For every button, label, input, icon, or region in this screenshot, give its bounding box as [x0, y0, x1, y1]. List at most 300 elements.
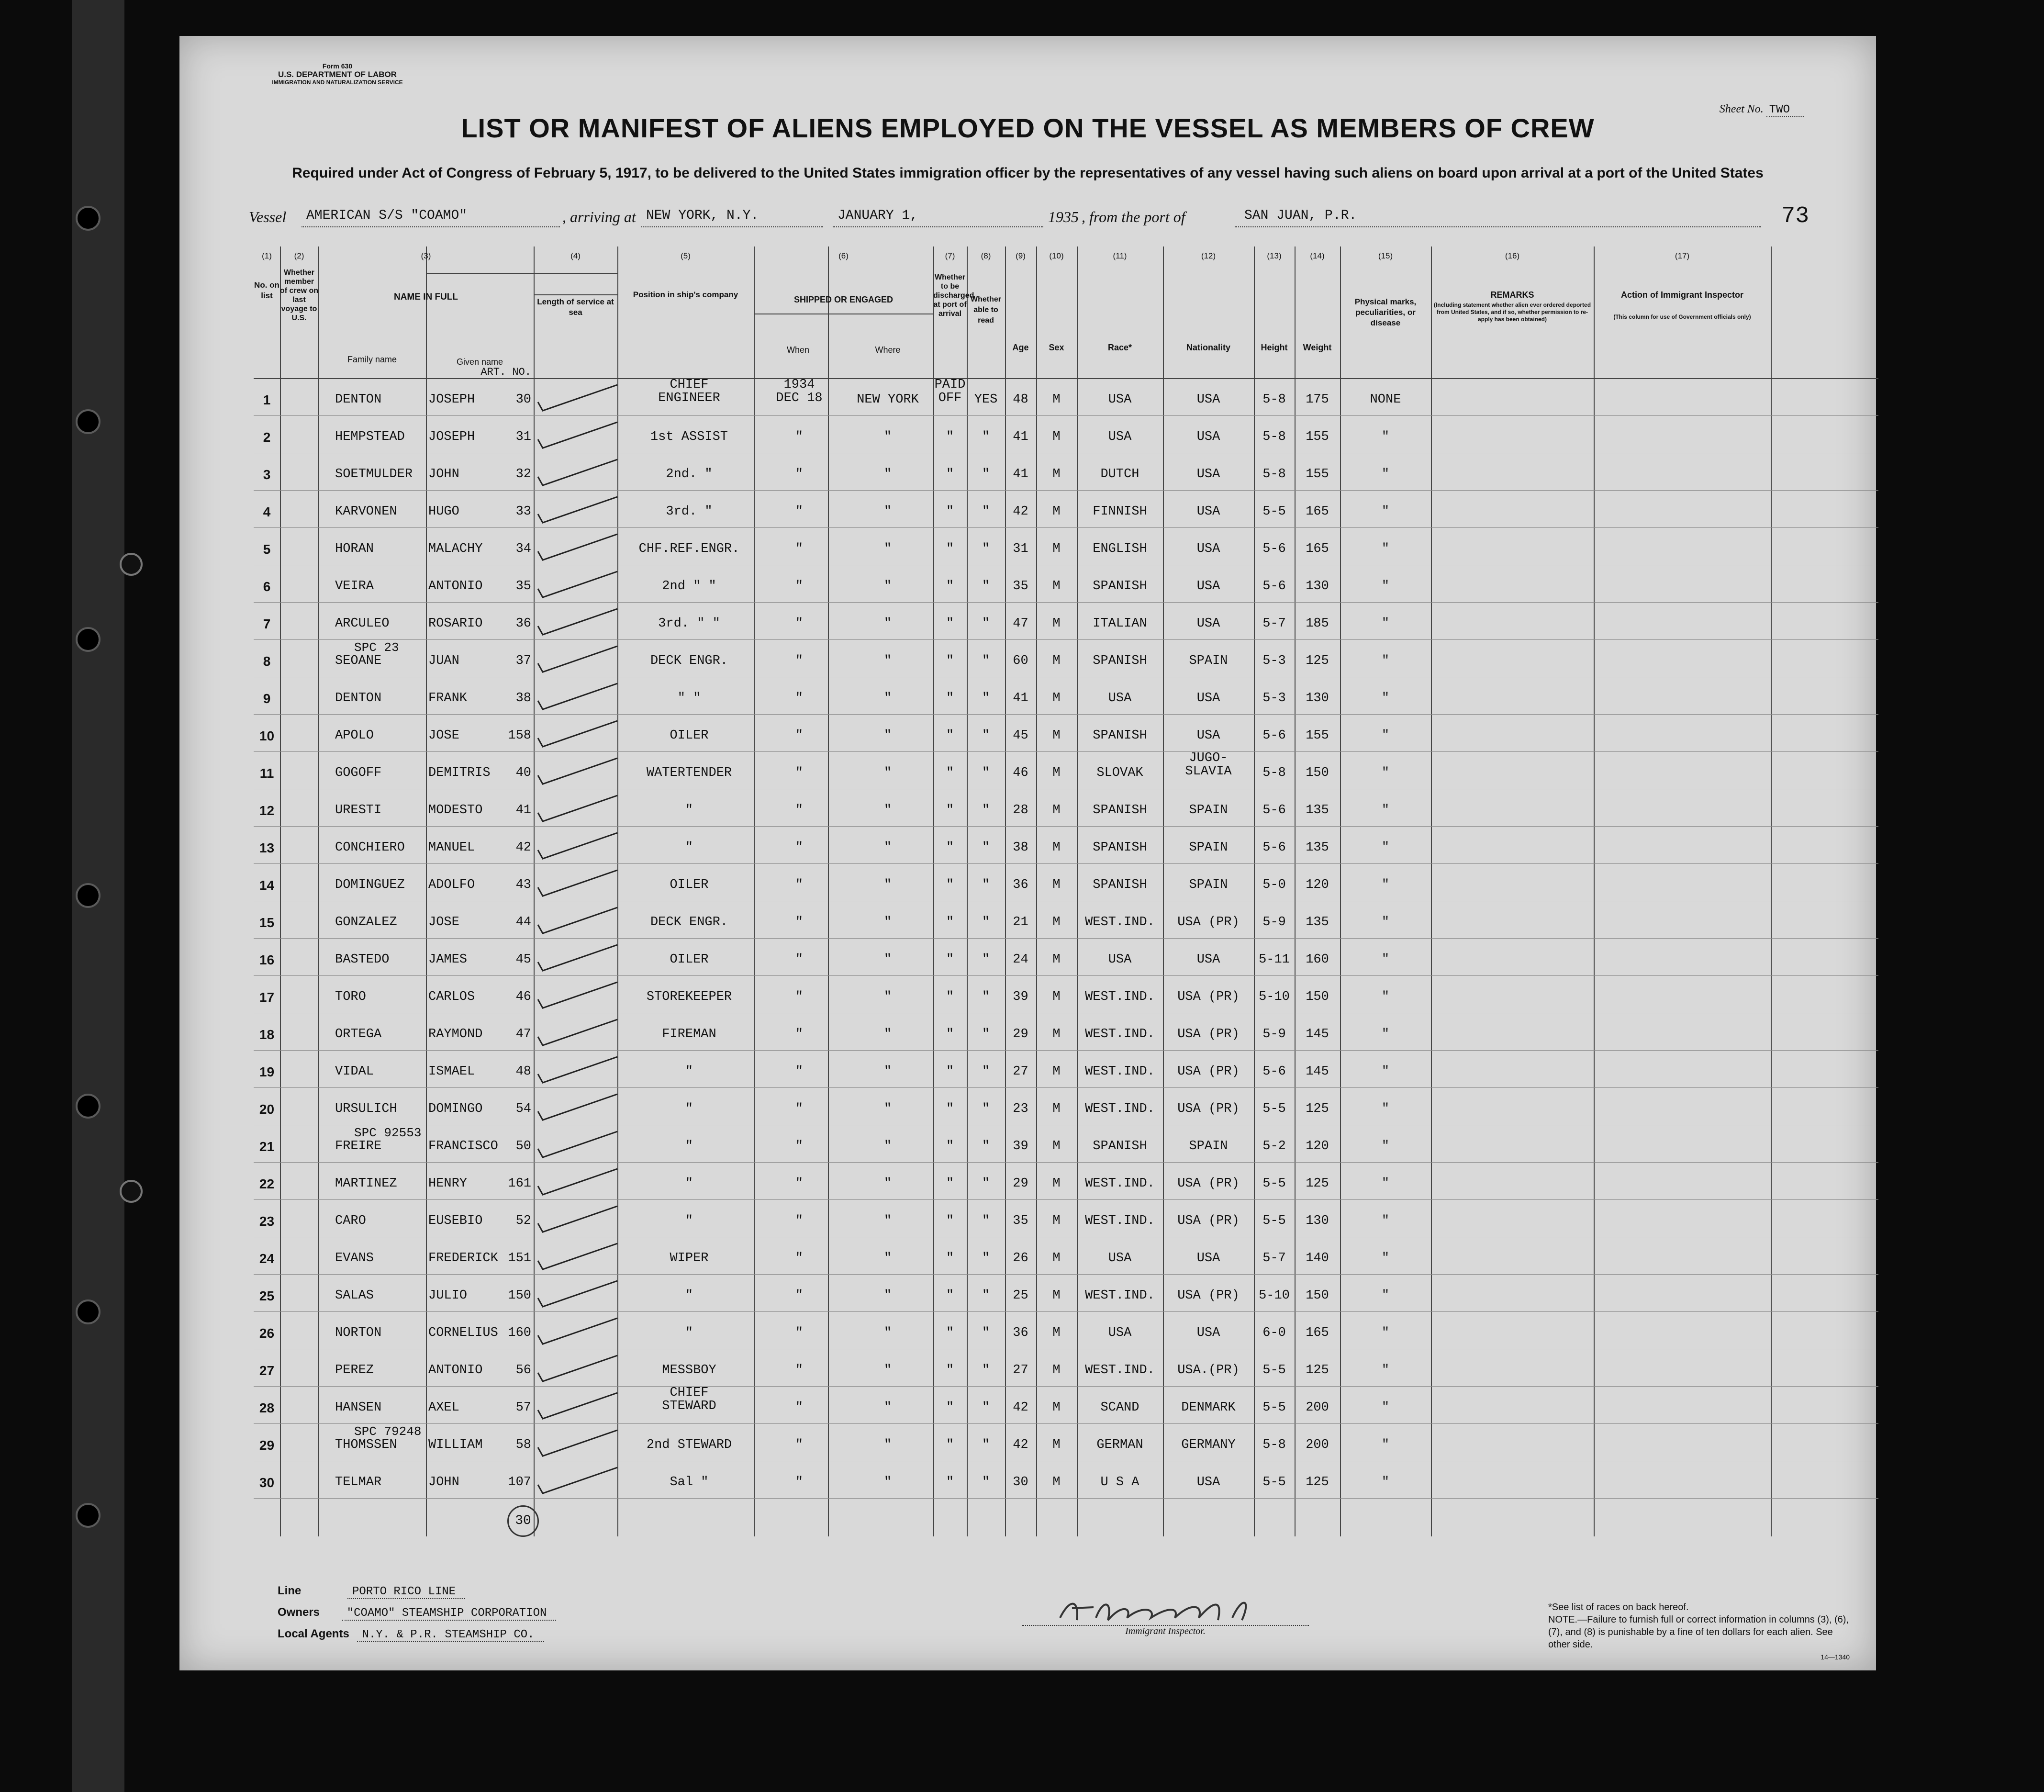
cell-family: BASTEDO: [335, 952, 390, 967]
cell-where: ": [883, 504, 892, 519]
cell-read: ": [982, 1288, 990, 1303]
cell-art: 45: [515, 952, 531, 967]
cell-nat: GERMANY: [1181, 1438, 1236, 1452]
cell-sex: M: [1052, 579, 1061, 594]
cell-no: 21: [259, 1139, 275, 1154]
footer-notes: [1548, 1601, 1850, 1663]
cell-where: ": [883, 1475, 892, 1490]
cell-position: ": [685, 1288, 693, 1303]
cell-given: WILLIAM: [428, 1438, 483, 1452]
cell-sex: M: [1052, 504, 1061, 519]
cell-race: SPANISH: [1093, 579, 1147, 594]
cell-where: ": [883, 654, 892, 668]
cell-where: ": [883, 1064, 892, 1079]
cell-given: JOSEPH: [428, 392, 475, 407]
cell-nat: USA: [1196, 1475, 1220, 1490]
cell-family: VIDAL: [335, 1064, 374, 1079]
cell-sex: M: [1052, 952, 1061, 967]
cell-where: ": [883, 1027, 892, 1042]
cell-family: ARCULEO: [335, 616, 390, 631]
cell-sex: M: [1052, 542, 1061, 556]
cell-position: " ": [677, 691, 701, 706]
cell-age: 42: [1013, 504, 1028, 519]
cell-art: 56: [515, 1363, 531, 1378]
check-mark: [536, 943, 622, 976]
cell-weight: 125: [1306, 1475, 1329, 1490]
cell-sex: M: [1052, 990, 1061, 1004]
cell-height: 5-5: [1262, 504, 1286, 519]
cell-age: 27: [1013, 1363, 1028, 1378]
cell-art: 31: [515, 430, 531, 444]
cell-nat: SPAIN: [1189, 654, 1228, 668]
cell-no: 3: [263, 467, 271, 482]
cell-where: ": [883, 1326, 892, 1340]
cell-marks: ": [1381, 1326, 1390, 1340]
cell-read: ": [982, 1363, 990, 1378]
cell-given: FREDERICK: [428, 1251, 498, 1266]
cell-height: 5-8: [1262, 766, 1286, 780]
from-label: , from the port of: [1082, 208, 1185, 225]
column-number: (11): [1113, 251, 1127, 260]
check-mark: [536, 1055, 622, 1088]
cell-marks: ": [1381, 1214, 1390, 1228]
table-row: [254, 378, 1878, 415]
cell-art: 37: [515, 654, 531, 668]
cell-read: ": [982, 1176, 990, 1191]
cell-no: 11: [259, 766, 274, 781]
cell-given: ANTONIO: [428, 579, 483, 594]
cell-race: WEST.IND.: [1085, 1363, 1155, 1378]
cell-position: STOREKEEPER: [646, 990, 732, 1004]
column-number: (15): [1378, 251, 1393, 260]
cell-marks: ": [1381, 1139, 1390, 1154]
cell-discharged: ": [946, 840, 954, 855]
cell-read: ": [982, 803, 990, 818]
cell-position: CHIEF STEWARD: [662, 1386, 716, 1413]
column-number: (7): [945, 251, 955, 260]
cell-age: 41: [1013, 691, 1028, 706]
cell-age: 24: [1013, 952, 1028, 967]
cell-marks: ": [1381, 1400, 1390, 1415]
cell-nat: USA (PR): [1177, 1214, 1240, 1228]
cell-race: USA: [1108, 1326, 1132, 1340]
cell-race: WEST.IND.: [1085, 915, 1155, 930]
table-row: [254, 453, 1878, 490]
cell-given: FRANK: [428, 691, 468, 706]
check-mark: [536, 1092, 622, 1126]
cell-weight: 200: [1306, 1400, 1329, 1415]
cell-when: ": [795, 1400, 804, 1415]
cell-family: SEOANE: [335, 654, 382, 668]
cell-when: ": [795, 878, 804, 892]
cell-height: 5-9: [1262, 915, 1286, 930]
cell-nat: DENMARK: [1181, 1400, 1236, 1415]
cell-weight: 120: [1306, 878, 1329, 892]
cell-weight: 155: [1306, 430, 1329, 444]
cell-art: 58: [515, 1438, 531, 1452]
column-header-position: Position in ship's company: [633, 290, 738, 299]
cell-when: ": [795, 430, 804, 444]
cell-sex: M: [1052, 430, 1061, 444]
cell-art: 47: [515, 1027, 531, 1042]
cell-race: USA: [1108, 952, 1132, 967]
cell-family: HEMPSTEAD: [335, 430, 405, 444]
cell-art: 43: [515, 878, 531, 892]
cell-weight: 165: [1306, 542, 1329, 556]
cell-race: SPANISH: [1093, 840, 1147, 855]
cell-no: 15: [259, 915, 275, 930]
total-mark: 30: [507, 1505, 539, 1537]
cell-given: MANUEL: [428, 840, 475, 855]
cell-no: 24: [259, 1251, 275, 1266]
cell-position: FIREMAN: [662, 1027, 716, 1042]
cell-height: 5-8: [1262, 430, 1286, 444]
cell-nat: USA: [1196, 616, 1220, 631]
cell-family: DOMINGUEZ: [335, 878, 405, 892]
column-header-discharged: Whether to be discharged at port of arrival: [933, 273, 974, 318]
cell-marks: ": [1381, 1064, 1390, 1079]
cell-weight: 125: [1306, 1363, 1329, 1378]
cell-position: MESSBOY: [662, 1363, 716, 1378]
column-number: (14): [1310, 251, 1325, 260]
cell-nat: USA (PR): [1177, 1027, 1240, 1042]
cell-discharged: ": [946, 1251, 954, 1266]
cell-discharged: ": [946, 990, 954, 1004]
cell-position: OILER: [670, 728, 709, 743]
cell-no: 7: [263, 616, 271, 631]
check-mark: [536, 1316, 622, 1350]
cell-where: ": [883, 1363, 892, 1378]
cell-where: ": [883, 952, 892, 967]
cell-note: SPC 23: [354, 640, 399, 655]
cell-sex: M: [1052, 1214, 1061, 1228]
cell-age: 41: [1013, 467, 1028, 482]
cell-when: ": [795, 504, 804, 519]
cell-age: 39: [1013, 990, 1028, 1004]
check-mark: [536, 980, 622, 1014]
column-header-when: When: [786, 345, 810, 355]
table-row: [254, 677, 1878, 714]
cell-height: 5-6: [1262, 728, 1286, 743]
owners-value: "COAMO" STEAMSHIP CORPORATION: [342, 1607, 557, 1621]
cell-read: ": [982, 878, 990, 892]
cell-height: 5-5: [1262, 1176, 1286, 1191]
cell-art: 30: [515, 392, 531, 407]
cell-nat: USA (PR): [1177, 1288, 1240, 1303]
cell-when: 1934 DEC 18: [776, 378, 823, 405]
cell-read: ": [982, 840, 990, 855]
cell-no: 28: [259, 1400, 275, 1415]
cell-where: ": [883, 616, 892, 631]
cell-race: SPANISH: [1093, 1139, 1147, 1154]
cell-no: 2: [263, 430, 271, 445]
cell-age: 41: [1013, 430, 1028, 444]
table-row: [254, 1162, 1878, 1199]
cell-weight: 125: [1306, 1176, 1329, 1191]
cell-nat: USA (PR): [1177, 1064, 1240, 1079]
cell-discharged: ": [946, 952, 954, 967]
cell-sex: M: [1052, 1176, 1061, 1191]
cell-art: 35: [515, 579, 531, 594]
cell-position: WATERTENDER: [646, 766, 732, 780]
page-subtitle: Required under Act of Congress of February 5, 1917, to be delivered to the United States immigration officer by the representatives of any vessel having such aliens on board upon arrival at a port of the United States: [292, 165, 1764, 181]
cell-sex: M: [1052, 654, 1061, 668]
cell-given: JOSE: [428, 915, 459, 930]
cell-no: 8: [263, 654, 271, 669]
column-header-where: Where: [875, 345, 901, 355]
cell-discharged: ": [946, 1064, 954, 1079]
cell-when: ": [795, 766, 804, 780]
cell-race: WEST.IND.: [1085, 990, 1155, 1004]
cell-height: 5-6: [1262, 1064, 1286, 1079]
cell-nat: USA: [1196, 952, 1220, 967]
cell-where: ": [883, 467, 892, 482]
cell-marks: ": [1381, 1251, 1390, 1266]
cell-family: SOETMULDER: [335, 467, 413, 482]
cell-when: ": [795, 1214, 804, 1228]
cell-weight: 185: [1306, 616, 1329, 631]
column-header-marks: Physical marks, peculiarities, or disease: [1354, 297, 1417, 327]
cell-given: FRANCISCO: [428, 1139, 498, 1154]
cell-weight: 135: [1306, 840, 1329, 855]
cell-note: SPC 92553: [354, 1126, 422, 1140]
cell-height: 5-10: [1259, 1288, 1290, 1303]
cell-age: 29: [1013, 1176, 1028, 1191]
cell-where: ": [883, 1102, 892, 1116]
cell-when: ": [795, 1102, 804, 1116]
cell-position: ": [685, 1139, 693, 1154]
cell-family: GONZALEZ: [335, 915, 397, 930]
punch-hole: [76, 1299, 101, 1324]
punch-hole: [76, 409, 101, 434]
cell-read: ": [982, 542, 990, 556]
table-row: [254, 1274, 1878, 1311]
table-row: [254, 415, 1878, 453]
cell-marks: NONE: [1370, 392, 1401, 407]
cell-sex: M: [1052, 392, 1061, 407]
cell-art: 50: [515, 1139, 531, 1154]
cell-height: 5-6: [1262, 840, 1286, 855]
cell-art: 40: [515, 766, 531, 780]
cell-height: 5-10: [1259, 990, 1290, 1004]
cell-sex: M: [1052, 878, 1061, 892]
cell-weight: 175: [1306, 392, 1329, 407]
cell-read: ": [982, 728, 990, 743]
cell-read: ": [982, 915, 990, 930]
cell-weight: 150: [1306, 1288, 1329, 1303]
table-row: [254, 863, 1878, 901]
column-number: (8): [981, 251, 991, 260]
check-mark: [536, 644, 622, 678]
cell-family: PEREZ: [335, 1363, 374, 1378]
cell-given: JULIO: [428, 1288, 468, 1303]
cell-nat: JUGO- SLAVIA: [1185, 751, 1232, 779]
cell-given: DOMINGO: [428, 1102, 483, 1116]
cell-weight: 135: [1306, 803, 1329, 818]
cell-when: ": [795, 728, 804, 743]
cell-read: YES: [974, 392, 998, 407]
check-mark: [536, 570, 622, 603]
form-header: [258, 62, 416, 87]
cell-weight: 145: [1306, 1064, 1329, 1079]
cell-sex: M: [1052, 915, 1061, 930]
cell-age: 39: [1013, 1139, 1028, 1154]
department: U.S. DEPARTMENT OF LABOR: [278, 70, 397, 79]
cell-art: 46: [515, 990, 531, 1004]
cell-read: ": [982, 504, 990, 519]
cell-height: 5-5: [1262, 1363, 1286, 1378]
cell-position: OILER: [670, 878, 709, 892]
table-row: [254, 1050, 1878, 1087]
cell-where: ": [883, 766, 892, 780]
cell-note: SPC 79248: [354, 1424, 422, 1439]
cell-race: SPANISH: [1093, 728, 1147, 743]
cell-nat: SPAIN: [1189, 878, 1228, 892]
cell-height: 5-6: [1262, 542, 1286, 556]
cell-discharged: PAID OFF: [934, 378, 966, 405]
column-number: (5): [681, 251, 691, 260]
cell-race: WEST.IND.: [1085, 1288, 1155, 1303]
cell-read: ": [982, 1475, 990, 1490]
cell-no: 27: [259, 1363, 275, 1378]
cell-height: 5-2: [1262, 1139, 1286, 1154]
column-number: (12): [1201, 251, 1216, 260]
cell-sex: M: [1052, 1027, 1061, 1042]
cell-art: 57: [515, 1400, 531, 1415]
cell-read: ": [982, 766, 990, 780]
column-header-height: Height: [1261, 343, 1288, 352]
cell-position: CHF.REF.ENGR.: [638, 542, 740, 556]
cell-no: 20: [259, 1102, 275, 1117]
page-title: LIST OR MANIFEST OF ALIENS EMPLOYED ON THE VESSEL AS MEMBERS OF CREW: [461, 113, 1595, 143]
cell-read: ": [982, 1400, 990, 1415]
check-mark: [536, 794, 622, 827]
cell-no: 1: [263, 392, 271, 407]
cell-sex: M: [1052, 1363, 1061, 1378]
cell-height: 5-11: [1259, 952, 1290, 967]
arrival-year: 35: [1063, 208, 1079, 225]
cell-no: 5: [263, 542, 271, 557]
check-mark: [536, 1391, 622, 1424]
cell-race: SPANISH: [1093, 803, 1147, 818]
cell-weight: 200: [1306, 1438, 1329, 1452]
column-header-action: Action of Immigrant Inspector: [1620, 290, 1744, 300]
cell-no: 19: [259, 1064, 275, 1079]
cell-given: HUGO: [428, 504, 459, 519]
cell-when: ": [795, 1363, 804, 1378]
cell-sex: M: [1052, 1102, 1061, 1116]
check-mark: [536, 1018, 622, 1051]
cell-when: ": [795, 1251, 804, 1266]
cell-age: 36: [1013, 878, 1028, 892]
cell-art: 161: [508, 1176, 531, 1191]
cell-family: TELMAR: [335, 1475, 382, 1490]
cell-given: ISMAEL: [428, 1064, 475, 1079]
punch-hole: [120, 553, 143, 576]
cell-nat: USA: [1196, 579, 1220, 594]
column-number: (3): [421, 251, 431, 260]
cell-position: ": [685, 1214, 693, 1228]
table-row: [254, 1013, 1878, 1050]
cell-given: JOSE: [428, 728, 459, 743]
cell-discharged: ": [946, 766, 954, 780]
cell-no: 18: [259, 1027, 275, 1042]
cell-nat: USA: [1196, 691, 1220, 706]
cell-family: DENTON: [335, 392, 382, 407]
footer-agents: Local Agents N.Y. & P.R. STEAMSHIP CO.: [278, 1627, 544, 1641]
cell-discharged: ": [946, 654, 954, 668]
cell-race: WEST.IND.: [1085, 1064, 1155, 1079]
cell-race: WEST.IND.: [1085, 1176, 1155, 1191]
check-mark: [536, 756, 622, 790]
cell-nat: SPAIN: [1189, 840, 1228, 855]
cell-read: ": [982, 430, 990, 444]
cell-position: DECK ENGR.: [650, 654, 728, 668]
table-row: [254, 527, 1878, 565]
check-mark: [536, 458, 622, 491]
cell-marks: ": [1381, 542, 1390, 556]
cell-when: ": [795, 1064, 804, 1079]
table-row: [254, 1237, 1878, 1274]
cell-marks: ": [1381, 654, 1390, 668]
column-header-weight: Weight: [1303, 343, 1332, 352]
column-header-sex: Sex: [1049, 343, 1064, 352]
cell-family: ORTEGA: [335, 1027, 382, 1042]
cell-weight: 125: [1306, 1102, 1329, 1116]
cell-where: ": [883, 1251, 892, 1266]
cell-when: ": [795, 1438, 804, 1452]
check-mark: [536, 495, 622, 528]
cell-marks: ": [1381, 728, 1390, 743]
cell-where: ": [883, 542, 892, 556]
cell-position: Sal ": [670, 1475, 709, 1490]
punch-hole: [76, 883, 101, 908]
column-header-race: Race*: [1107, 343, 1132, 352]
cell-nat: USA.(PR): [1177, 1363, 1240, 1378]
agents-value: N.Y. & P.R. STEAMSHIP CO.: [357, 1628, 544, 1642]
cell-art: 48: [515, 1064, 531, 1079]
cell-position: OILER: [670, 952, 709, 967]
cell-family: APOLO: [335, 728, 374, 743]
cell-art: 38: [515, 691, 531, 706]
column-header-read: Whether able to read: [971, 295, 1001, 325]
cell-weight: 155: [1306, 467, 1329, 482]
cell-given: DEMITRIS: [428, 766, 491, 780]
cell-race: USA: [1108, 1251, 1132, 1266]
cell-when: ": [795, 467, 804, 482]
sheet-number-value: TWO: [1766, 103, 1804, 117]
cell-height: 5-5: [1262, 1214, 1286, 1228]
cell-where: ": [883, 1176, 892, 1191]
cell-no: 25: [259, 1288, 275, 1303]
punch-hole: [76, 206, 101, 231]
cell-when: ": [795, 654, 804, 668]
cell-given: AXEL: [428, 1400, 459, 1415]
cell-marks: ": [1381, 467, 1390, 482]
cell-age: 21: [1013, 915, 1028, 930]
check-mark: [536, 607, 622, 640]
cell-weight: 150: [1306, 766, 1329, 780]
cell-sex: M: [1052, 1438, 1061, 1452]
cell-nat: USA (PR): [1177, 1176, 1240, 1191]
table-row: [254, 1199, 1878, 1237]
cell-race: SPANISH: [1093, 878, 1147, 892]
cell-position: ": [685, 840, 693, 855]
check-mark: [536, 1204, 622, 1238]
cell-read: ": [982, 691, 990, 706]
cell-height: 5-7: [1262, 616, 1286, 631]
cell-sex: M: [1052, 1064, 1061, 1079]
